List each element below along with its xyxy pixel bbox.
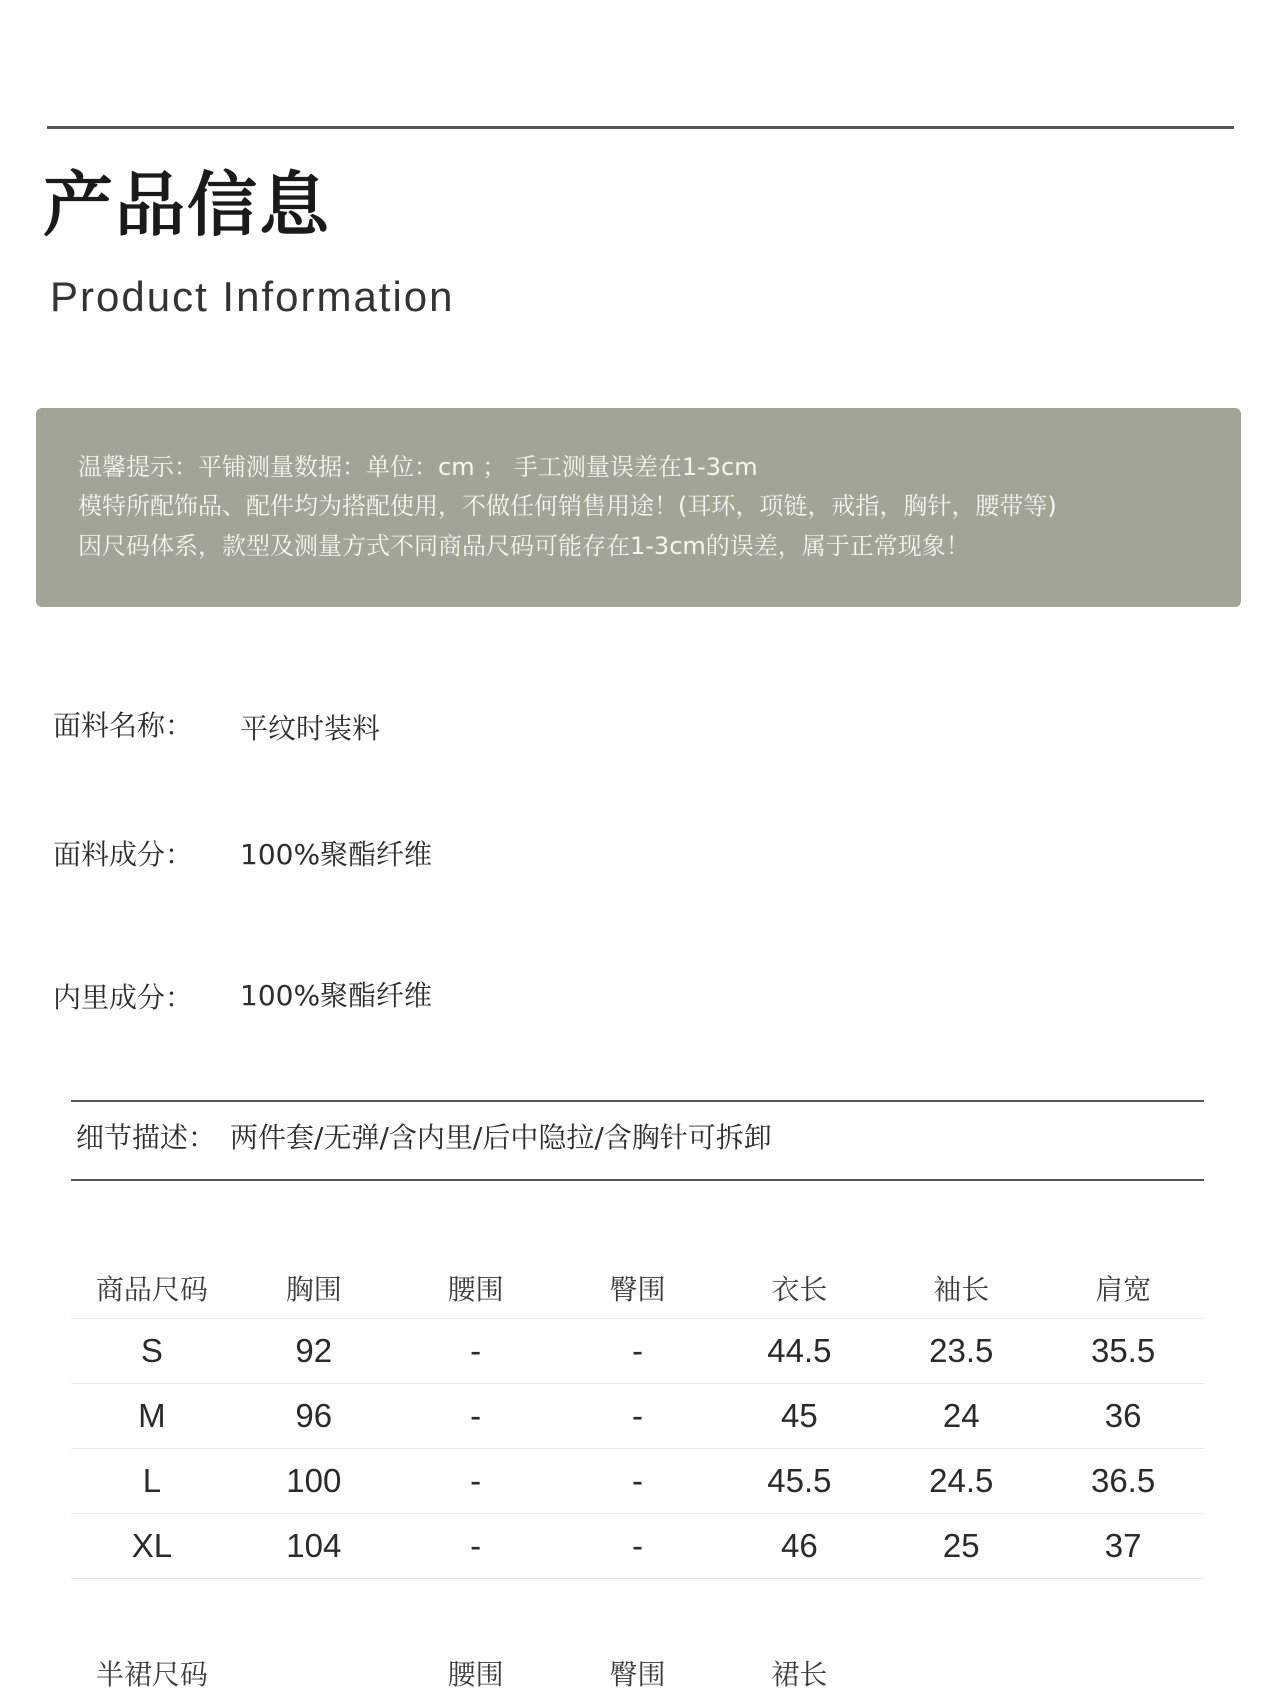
- table-row: [71, 1449, 1204, 1514]
- page-subtitle: Product Information: [50, 273, 455, 320]
- cell-bust: 92: [295, 1332, 333, 1369]
- fabric-name-label: 面料名称：: [53, 709, 194, 742]
- page-title: 产品信息: [43, 164, 331, 246]
- cell-hip: -: [632, 1527, 643, 1564]
- cell-waist: -: [470, 1332, 482, 1369]
- skirt-header-length: 裙长: [771, 1658, 828, 1691]
- cell-bust: 100: [286, 1462, 342, 1499]
- notice-box: [36, 408, 1241, 607]
- cell-hip: -: [632, 1397, 643, 1434]
- cell-bust: 96: [295, 1397, 333, 1434]
- cell-waist: -: [470, 1397, 482, 1434]
- fabric-composition-label: 面料成分：: [53, 838, 194, 871]
- header-bust: 胸围: [285, 1273, 342, 1306]
- skirt-header-empty-3: [1042, 1653, 1204, 1693]
- cell-length: 46: [781, 1527, 818, 1564]
- cell-length: 45.5: [767, 1462, 832, 1499]
- detail-bottom-rule: [71, 1179, 1204, 1181]
- cell-waist: -: [470, 1462, 482, 1499]
- header-size: 商品尺码: [95, 1273, 208, 1306]
- notice-line-accessories: 模特所配饰品、配件均为搭配使用，不做任何销售用途！(耳环，项链，戒指，胸针，腰带等): [78, 492, 1057, 520]
- cell-shoulder: 35.5: [1090, 1332, 1156, 1369]
- cell-shoulder: 36.5: [1090, 1462, 1156, 1499]
- table-row: [71, 1319, 1204, 1384]
- cell-size: L: [142, 1462, 162, 1499]
- top-divider: [47, 126, 1234, 129]
- header-waist: 腰围: [447, 1273, 504, 1306]
- header-shoulder: 肩宽: [1095, 1273, 1152, 1306]
- notice-line-measurement: 温馨提示：平铺测量数据：单位：cm ； 手工测量误差在1-3cm: [78, 453, 758, 481]
- cell-size: XL: [131, 1527, 173, 1564]
- fabric-composition-value: 100%聚酯纤维: [240, 838, 433, 871]
- cell-size: M: [138, 1397, 166, 1434]
- header-sleeve: 袖长: [933, 1273, 990, 1306]
- cell-shoulder: 36: [1104, 1397, 1142, 1434]
- cell-length: 44.5: [767, 1332, 832, 1369]
- cell-shoulder: 37: [1104, 1527, 1142, 1564]
- cell-sleeve: 25: [942, 1527, 980, 1564]
- notice-line-tolerance: 因尺码体系，款型及测量方式不同商品尺码可能存在1-3cm的误差，属于正常现象！: [78, 532, 970, 560]
- fabric-name-value: 平纹时装料: [240, 712, 381, 745]
- detail-description: [76, 1121, 772, 1154]
- table-row: [71, 1384, 1204, 1449]
- cell-length: 45: [781, 1397, 818, 1434]
- cell-size: S: [140, 1332, 163, 1369]
- skirt-size-table-header: [71, 1653, 1204, 1693]
- detail-label: 细节描述：: [76, 1121, 217, 1154]
- cell-sleeve: 24.5: [929, 1462, 994, 1499]
- skirt-header-size: 半裙尺码: [95, 1658, 208, 1691]
- cell-waist: -: [470, 1527, 482, 1564]
- cell-hip: -: [632, 1332, 643, 1369]
- header-length: 衣长: [771, 1273, 828, 1306]
- cell-sleeve: 24: [942, 1397, 980, 1434]
- size-table-header: [71, 1258, 1204, 1319]
- skirt-header-empty-2: [880, 1653, 1042, 1693]
- cell-sleeve: 23.5: [929, 1332, 994, 1369]
- header-hip: 臀围: [609, 1273, 666, 1306]
- cell-bust: 104: [286, 1527, 342, 1564]
- detail-top-rule: [71, 1100, 1204, 1102]
- detail-value: 两件套/无弹/含内里/后中隐拉/含胸针可拆卸: [230, 1121, 772, 1154]
- lining-composition-label: 内里成分：: [53, 981, 194, 1014]
- lining-composition-value: 100%聚酯纤维: [240, 979, 433, 1012]
- skirt-header-empty-1: [233, 1653, 395, 1693]
- cell-hip: -: [632, 1462, 643, 1499]
- table-row: [71, 1514, 1204, 1579]
- skirt-header-hip: 臀围: [609, 1658, 666, 1691]
- size-table: [71, 1258, 1204, 1579]
- skirt-header-waist: 腰围: [447, 1658, 504, 1691]
